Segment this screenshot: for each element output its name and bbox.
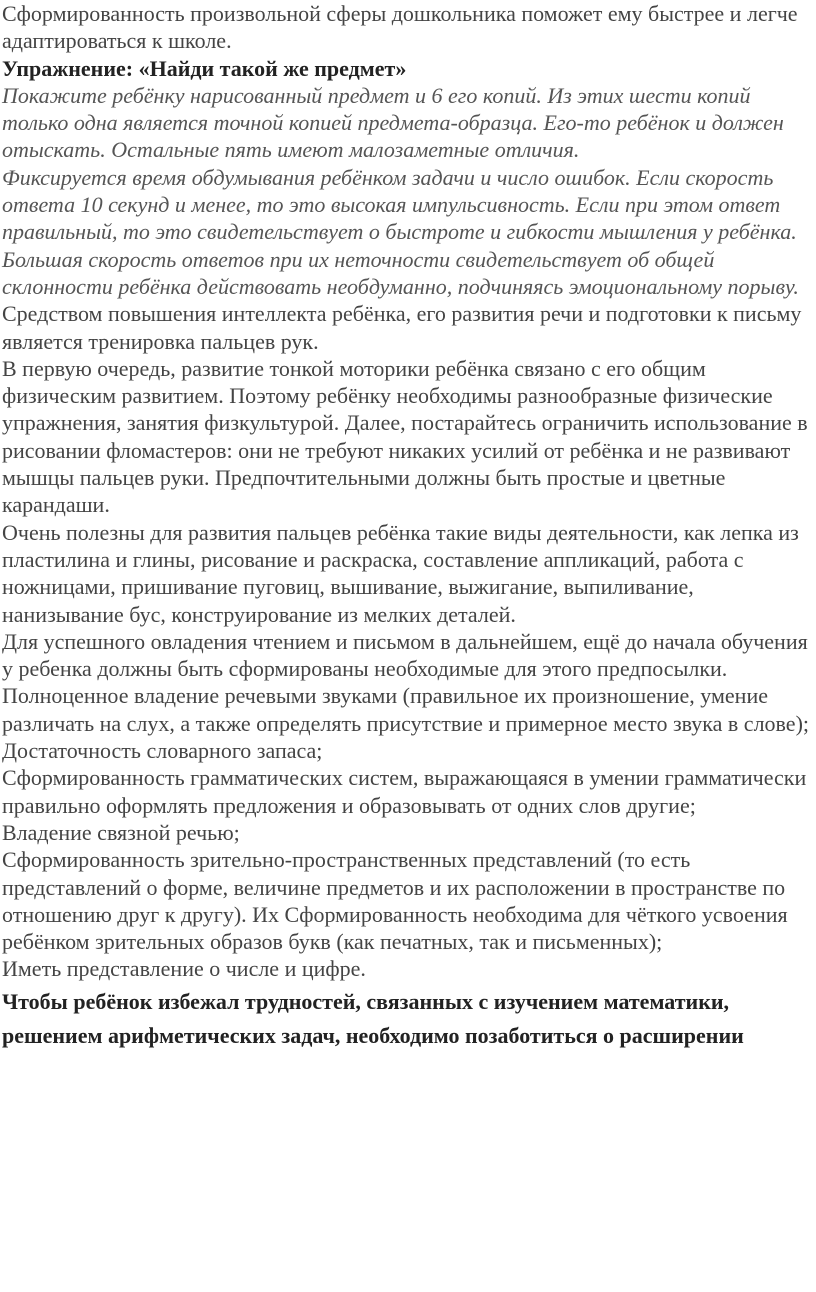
exercise-evaluation: Фиксируется время обдумывания ребёнком задачи и число ошибок. Если скорость ответа 10 секунд и менее, то это высокая импульсивность. Если при этом ответ правильный, то это свидетельствует о быстроте и гибкости мышления у ребёнка. Большая скорость ответов при их неточности свидетельствует об общей склонности ребёнка действовать необдуманно, подчиняясь эмоциональному порыву. [2, 164, 799, 299]
list-item-vocabulary: Достаточность словарного запаса; [2, 738, 323, 764]
exercise-title: Упражнение: «Найди такой же предмет» [2, 55, 407, 81]
list-item-grammar: Сформированность грамматических систем, выражающаяся в умении грамматически правильно оформлять предложения и образовывать от одних слов другие; [2, 765, 807, 818]
closing-bold-paragraph: Чтобы ребёнок избежал трудностей, связанных с изучением математики, решением арифметических задач, необходимо позаботиться о расширении [2, 988, 744, 1048]
paragraph-fine-motor: В первую очередь, развитие тонкой моторики ребёнка связано с его общим физическим развитием. Поэтому ребёнку необходимы разнообразные физические упражнения, занятия физкультурой. Далее, постарайтесь ограничить использование в рисовании фломастеров: они не требуют никаких усилий от ребёнка и не развивают мышцы пальцев руки. Предпочтительными должны быть простые и цветные карандаши. [2, 355, 808, 518]
list-item-visual-spatial: Сформированность зрительно-пространственных представлений (то есть представлений о форме, величине предметов и их расположении в пространстве по отношению друг к другу). Их Сформированность необходима для чёткого усвоения ребёнком зрительных образов букв (как печатных, так и письменных); [2, 847, 788, 955]
paragraph-reading-writing: Для успешного овладения чтением и письмом в дальнейшем, ещё до начала обучения у ребенка должны быть сформированы необходимые для этого предпосылки. [2, 628, 808, 682]
list-item-speech-sounds: Полноценное владение речевыми звуками (правильное их произношение, умение различать на слух, а также определять присутствие и примерное место звука в слове); [2, 683, 810, 736]
list-item-numbers: Иметь представление о числе и цифре. [2, 956, 366, 982]
paragraph-fingers-training: Средством повышения интеллекта ребёнка, его развития речи и подготовки к письму является тренировка пальцев рук. [2, 301, 802, 354]
list-item-connected-speech: Владение связной речью; [2, 819, 240, 845]
paragraph-activities: Очень полезны для развития пальцев ребёнка такие виды деятельности, как лепка из пластилина и глины, рисование и раскраска, составление аппликаций, работа с ножницами, пришивание пуговиц, вышивание, выжигание, выпиливание, нанизывание бус, конструирование из мелких деталей. [2, 519, 799, 627]
exercise-description: Покажите ребёнку нарисованный предмет и 6 его копий. Из этих шести копий только одна является точной копией предмета-образца. Его-то ребёнок и должен отыскать. Остальные пять имеют малозаметные отличия. [2, 82, 784, 163]
intro-paragraph: Сформированность произвольной сферы дошкольника поможет ему быстрее и легче адаптироваться к школе. [2, 1, 798, 54]
